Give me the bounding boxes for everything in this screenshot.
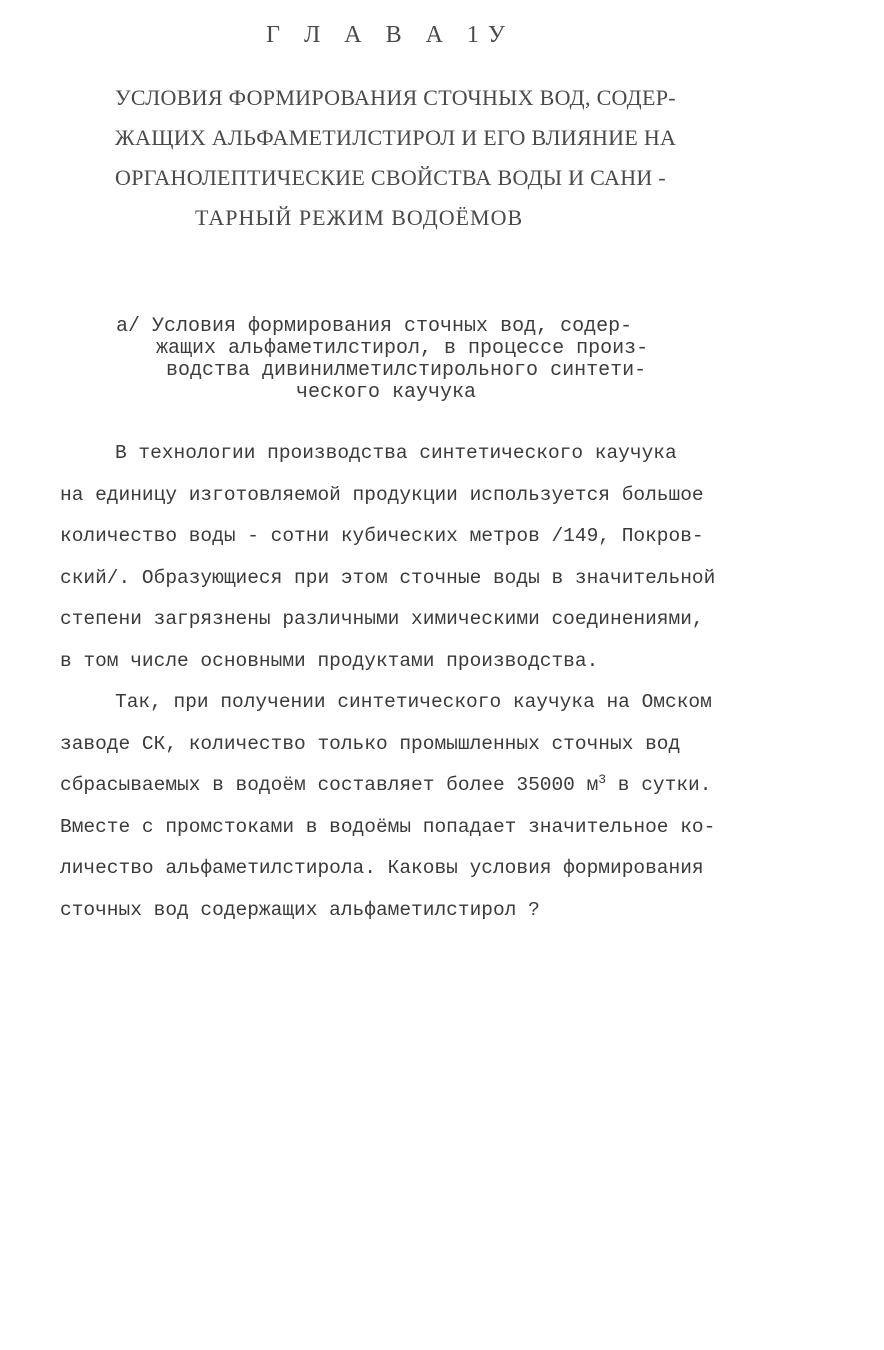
text-line: Вместе с промстоками в водоёмы попадает значительное ко- <box>60 815 716 838</box>
title-line: ОРГАНОЛЕПТИЧЕСКИЕ СВОЙСТВА ВОДЫ И САНИ - <box>115 165 667 190</box>
subsection-line: ческого каучука <box>296 381 477 404</box>
subsection-line: жащих альфаметилстирол, в процессе произ- <box>156 337 649 360</box>
subsection-heading <box>116 316 756 404</box>
text-line: В технологии производства синтетического каучука <box>115 442 677 464</box>
chapter-title <box>115 78 755 238</box>
text-line: в том числе основными продуктами производства. <box>60 649 599 672</box>
text-line: ский/. Образующиеся при этом сточные воды в значительной <box>60 566 716 589</box>
text-line: сточных вод содержащих альфаметилстирол ? <box>60 898 540 921</box>
text-fragment: в сутки. <box>606 774 712 796</box>
text-fragment: сбрасываемых в водоём составляет более 35000 м <box>60 774 599 796</box>
text-line: на единицу изготовляемой продукции используется большое <box>60 483 704 506</box>
title-line: ЖАЩИХ АЛЬФАМЕТИЛСТИРОЛ И ЕГО ВЛИЯНИЕ НА <box>115 125 677 150</box>
subsection-line: а/ Условия формирования сточных вод, содер- <box>116 315 633 338</box>
text-line: личество альфаметилстирола. Каковы условия формирования <box>60 857 704 879</box>
superscript: 3 <box>598 772 607 787</box>
text-line: степени загрязнены различными химическими соединениями, <box>60 608 704 630</box>
body-text <box>60 433 850 931</box>
text-line <box>60 765 850 807</box>
text-line: количество воды - сотни кубических метров /149, Покров- <box>60 525 704 547</box>
subsection-line: водства дивинилметилстирольного синтети- <box>166 359 647 382</box>
title-line: ТАРНЫЙ РЕЖИМ ВОДОЁМОВ <box>195 205 524 230</box>
chapter-heading: Г Л А В А 1У <box>266 22 514 48</box>
paragraph-2 <box>60 682 850 931</box>
text-line: Так, при получении синтетического каучука на Омском <box>115 691 712 713</box>
text-line: заводе СК, количество только промышленных сточных вод <box>60 732 681 755</box>
paragraph-1 <box>60 433 850 682</box>
title-line: УСЛОВИЯ ФОРМИРОВАНИЯ СТОЧНЫХ ВОД, СОДЕР- <box>115 85 676 110</box>
